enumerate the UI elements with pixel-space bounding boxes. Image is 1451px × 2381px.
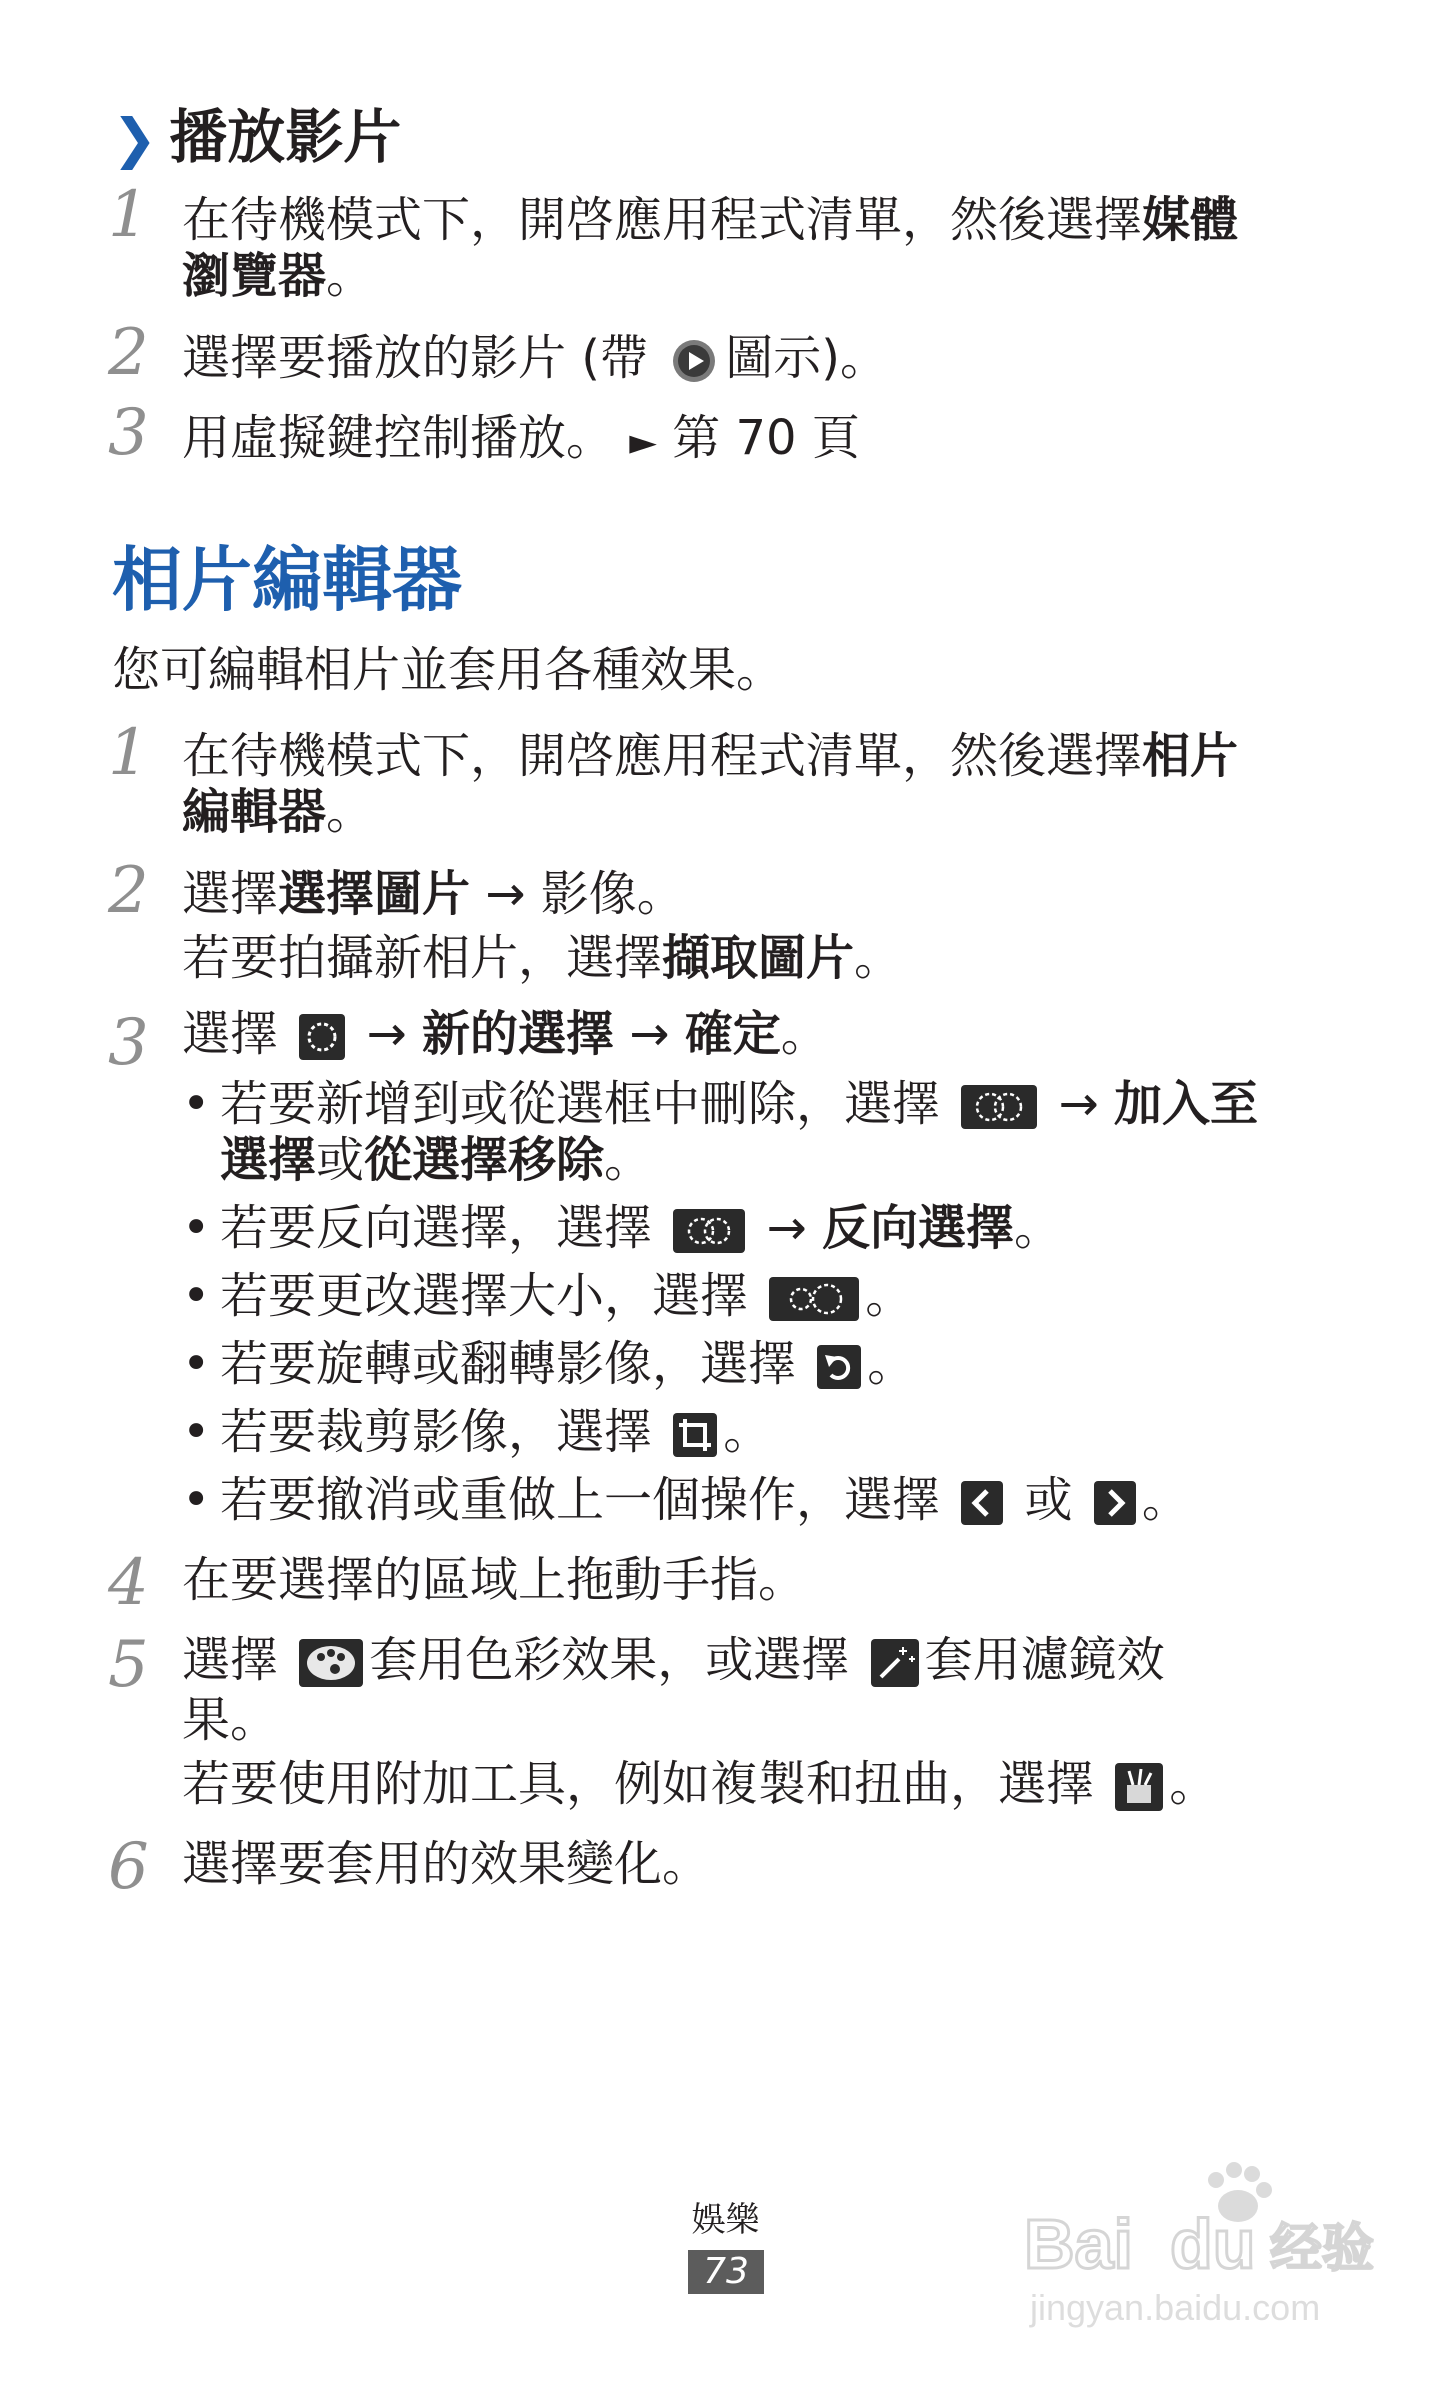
add-remove-selection-icon [961,1085,1037,1129]
baidu-watermark-logo [1020,2150,1375,2340]
section-intro: 您可編輯相片並套用各種效果。 [112,642,785,698]
arrow-right-icon: ► [629,422,657,463]
step-subtext: 若要使用附加工具，例如複製和扭曲，選擇 。 [182,1756,1218,1812]
play-icon [671,338,717,384]
step-number: 3 [108,1006,149,1080]
step-text-cont: 果。 [182,1692,279,1748]
crop-icon [673,1413,717,1457]
bullet-item: • 若要更改選擇大小，選擇 。 [182,1268,914,1324]
section-heading-photo-editor: 相片編輯器 [112,539,462,621]
step-number: 2 [108,854,149,928]
selection-tool-icon [299,1014,345,1060]
tools-icon [1115,1763,1163,1811]
step-text: 選擇 → 新的選擇 → 確定。 [182,1006,829,1062]
step-text: 選擇要套用的效果變化。 [182,1836,711,1892]
step-number: 1 [108,178,149,252]
filter-icon [871,1639,919,1687]
step-number: 4 [108,1546,149,1620]
step-text-cont: 瀏覽器。 [182,248,375,304]
step-subtext: 若要拍攝新相片，選擇擷取圖片。 [182,930,903,986]
step-number: 6 [108,1830,149,1904]
undo-icon [961,1481,1003,1525]
svg-text:经验: 经验 [1270,2219,1375,2279]
footer-chapter-label: 娛樂 [691,2200,760,2240]
step-number: 5 [108,1628,149,1702]
bullet-item: • 若要旋轉或翻轉影像，選擇 。 [182,1336,916,1392]
step-number: 2 [108,316,149,390]
step-text: 在要選擇的區域上拖動手指。 [182,1552,807,1608]
svg-text:du: du [1170,2205,1256,2283]
color-palette-icon [299,1639,363,1687]
step-text-cont: 編輯器。 [182,784,375,840]
rotate-icon [817,1345,861,1389]
step-text: 在待機模式下，開啓應用程式清單，然後選擇媒體 [182,192,1239,248]
step-text: 在待機模式下，開啓應用程式清單，然後選擇相片 [182,728,1239,784]
inverse-selection-icon [673,1209,745,1253]
step-text: 選擇 套用色彩效果，或選擇 套用濾鏡效 [182,1632,1165,1688]
chevron-right-icon: ❯ [112,107,158,170]
redo-icon [1094,1481,1136,1525]
step-number: 1 [108,716,149,790]
step-text: 選擇選擇圖片 → 影像。 [182,866,685,922]
step-number: 3 [108,396,149,470]
svg-text:jingyan.baidu.com: jingyan.baidu.com [1030,2287,1321,2328]
bullet-item: • 若要反向選擇，選擇 → 反向選擇。 [182,1200,1063,1256]
svg-text:Bai: Bai [1024,2205,1133,2283]
bullet-item: • 若要新增到或從選框中刪除，選擇 → 加入至 [182,1076,1259,1132]
page-number: 73 [688,2250,764,2294]
bullet-item-cont: 選擇或從選擇移除。 [220,1132,653,1188]
step-text: 用虛擬鍵控制播放。 ► 第 70 頁 [182,410,860,466]
step-text: 選擇要播放的影片 (帶 圖示)。 [182,330,888,386]
bullet-item: • 若要撤消或重做上一個操作，選擇 或 。 [182,1472,1190,1528]
resize-selection-icon [769,1277,859,1321]
page-reference: 第 70 頁 [672,410,860,466]
bullet-item: • 若要裁剪影像，選擇 。 [182,1404,772,1460]
section-heading-play-video: ❯ 播放影片 [112,103,402,171]
